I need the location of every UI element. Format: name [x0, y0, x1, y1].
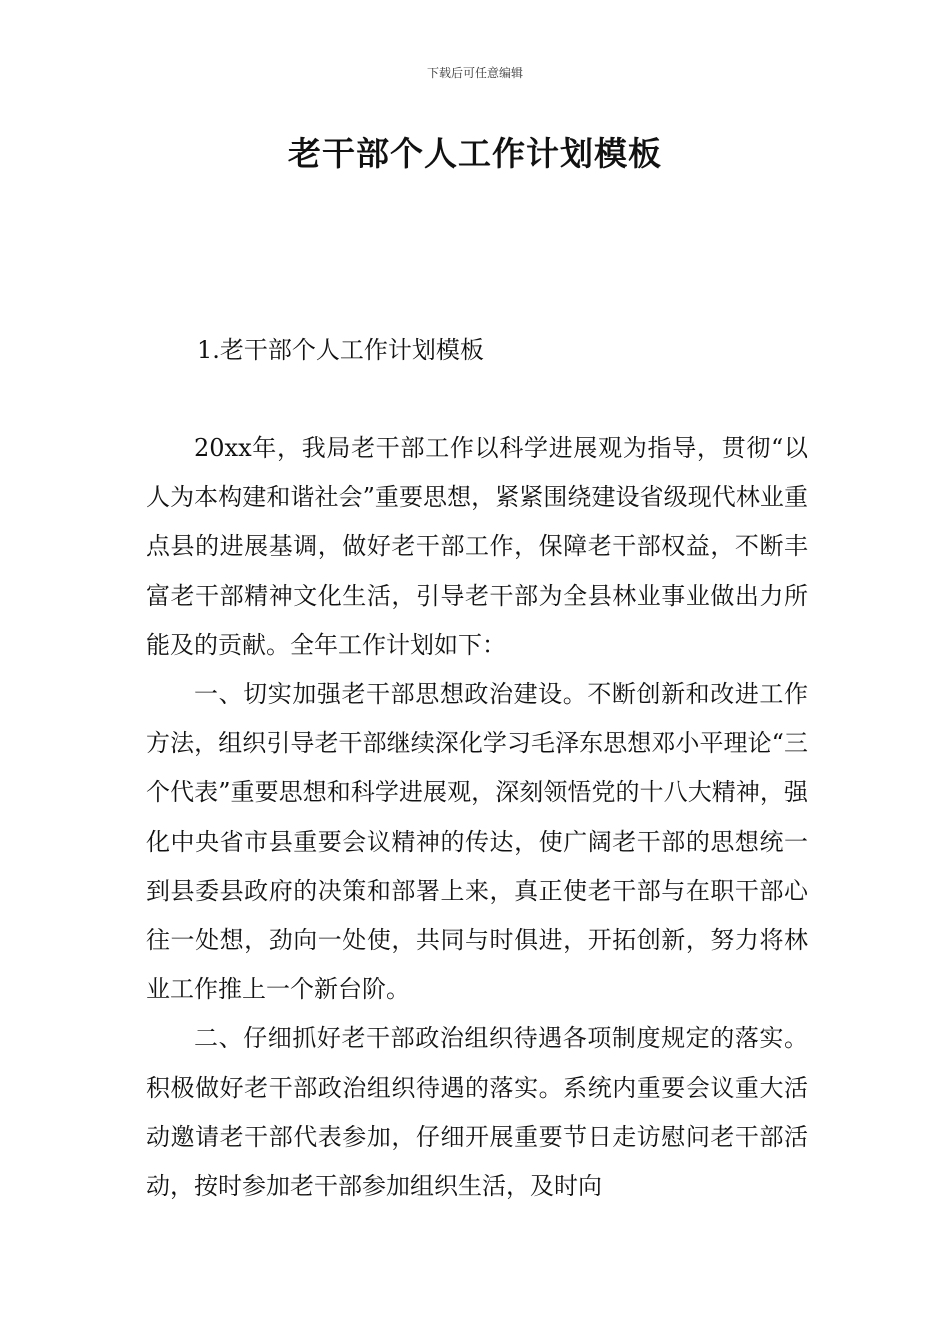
header-note: 下载后可任意编辑: [426, 66, 523, 80]
paragraph-item-2: 二、仔细抓好老干部政治组织待遇各项制度规定的落实。积极做好老干部政治组织待遇的落实。系统内重要会议重大活动邀请老干部代表参加，仔细开展重要节日走访慰问老干部活动，按时参加老干部参加组织生活，及时向: [146, 1024, 808, 1201]
paragraph-item-1: 一、切实加强老干部思想政治建设。不断创新和改进工作方法，组织引导老干部继续深化学习毛泽东思想邓小平理论“三个代表”重要思想和科学进展观，深刻领悟党的十八大精神，强化中央省市县重要会议精神的传达，使广阔老干部的思想统一到县委县政府的决策和部署上来，真正使老干部与在职干部心往一处想，劲向一处使，共同与时俱进，开拓创新，努力将林业工作推上一个新台阶。: [146, 680, 808, 1004]
paragraph-intro: 20xx年，我局老干部工作以科学进展观为指导，贯彻“以人为本构建和谐社会”重要思想，紧紧围绕建设省级现代林业重点县的进展基调，做好老干部工作，保障老干部权益，不断丰富老干部精神文化生活，引导老干部为全县林业事业做出力所能及的贡献。全年工作计划如下：: [146, 434, 808, 659]
document-title: 老干部个人工作计划模板: [288, 134, 662, 173]
document-body: [146, 424, 808, 1211]
section-heading: 1.老干部个人工作计划模板: [197, 336, 484, 364]
